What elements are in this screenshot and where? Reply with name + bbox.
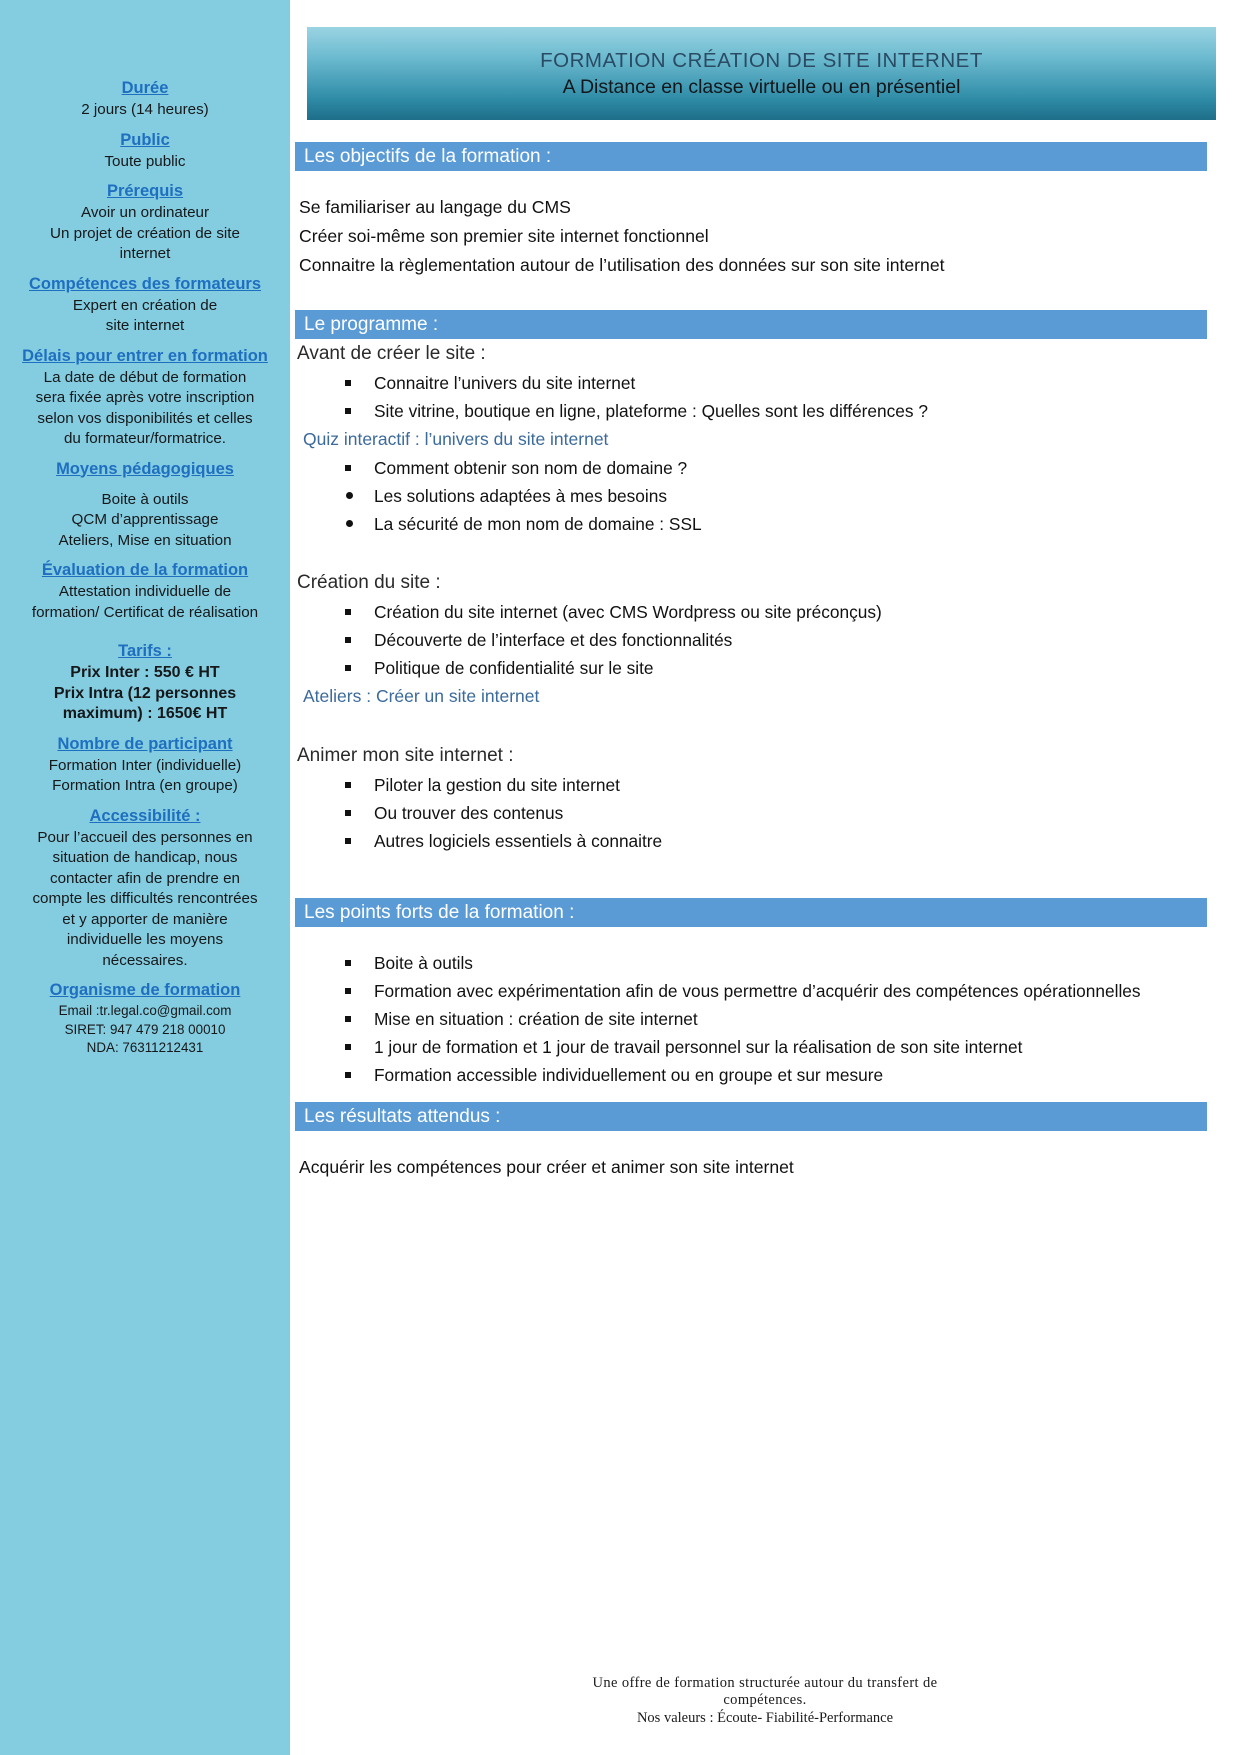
sidebar-heading-evaluation: Évaluation de la formation (41, 561, 249, 579)
sidebar-block-accessibilite (14, 806, 276, 972)
sidebar-text: formation/ Certificat de réalisation (31, 603, 259, 621)
sidebar-text: individuelle les moyens (66, 931, 224, 948)
sidebar-text: QCM d’apprentissage (71, 511, 219, 528)
footer-line-2: compétences. (723, 1692, 807, 1708)
section-header-resultats: Les résultats attendus : (295, 1102, 1207, 1131)
programme-sublist-domaine (295, 482, 1218, 538)
sidebar-heading-competences-formateurs: Compétences des formateurs (29, 274, 261, 293)
programme-list-animer (295, 771, 1218, 855)
title-banner (307, 27, 1216, 120)
spacer (290, 855, 1240, 885)
list-item: Connaitre l’univers du site internet (343, 369, 1218, 397)
sidebar-text: Attestation individuelle de (58, 583, 232, 600)
spacer (295, 1131, 1218, 1153)
list-item: Boite à outils (343, 949, 1218, 977)
sidebar-text: Formation Inter (individuelle) (48, 756, 242, 774)
main-content (290, 0, 1240, 1755)
sidebar-price-intra-2: maximum) : 1650€ HT (62, 705, 228, 722)
programme-quiz-label: Quiz interactif : l’univers du site internet (303, 429, 609, 449)
sidebar-block-evaluation (14, 560, 276, 623)
programme-group-title: Avant de créer le site : (297, 343, 486, 364)
sidebar-heading-delais: Délais pour entrer en formation (22, 346, 268, 365)
sidebar-text: Toute public (104, 152, 186, 170)
sidebar-block-competences-formateurs (14, 274, 276, 337)
list-item: Ou trouver des contenus (343, 799, 1218, 827)
sidebar-heading-public: Public (120, 130, 170, 149)
sidebar-text: selon vos disponibilités et celles (37, 409, 253, 427)
sidebar-text: Ateliers, Mise en situation (58, 531, 232, 549)
spacer (290, 120, 1240, 142)
sidebar-text: Avoir un ordinateur (80, 204, 210, 221)
resultats-line: Acquérir les compétences pour créer et animer son site internet (299, 1157, 794, 1177)
sidebar-text: Boite à outils (101, 490, 189, 508)
sidebar-block-organisme (14, 980, 276, 1058)
sidebar-text: et y apporter de manière (62, 910, 228, 928)
sidebar-block-prerequis (14, 181, 276, 265)
sidebar-heading-accessibilite: Accessibilité : (89, 806, 201, 825)
sidebar-heading-prerequis: Prérequis (106, 182, 184, 200)
sidebar-nda: NDA: 76311212431 (86, 1040, 204, 1055)
objective-line: Connaitre la règlementation autour de l’utilisation des données sur son site internet (299, 255, 945, 275)
sidebar-text: sera fixée après votre inscription (35, 389, 255, 406)
spacer (295, 927, 1218, 949)
list-item: Les solutions adaptées à mes besoins (343, 482, 1218, 510)
sidebar-block-nombre-participant (14, 734, 276, 797)
sidebar-heading-moyens-pedagogiques: Moyens pédagogiques (56, 459, 234, 478)
sidebar-block-tarifs (14, 632, 276, 725)
footer-line-1: Une offre de formation structurée autour du transfert de (592, 1675, 938, 1691)
spacer (295, 171, 1218, 193)
sidebar-text: Pour l’accueil des personnes en (37, 828, 253, 846)
list-item: Formation accessible individuellement ou en groupe et sur mesure (343, 1061, 1218, 1089)
programme-ateliers-label: Ateliers : Créer un site internet (303, 686, 540, 706)
sidebar-price-inter: Prix Inter : 550 € HT (70, 664, 220, 681)
sidebar-text: Un projet de création de site (50, 224, 240, 242)
list-item: Site vitrine, boutique en ligne, plateforme : Quelles sont les différences ? (343, 397, 1218, 425)
sidebar-text: compte les difficultés rencontrées (32, 890, 258, 907)
banner-title: FORMATION CRÉATION DE SITE INTERNET (540, 49, 983, 72)
sidebar-text: nécessaires. (102, 951, 188, 969)
sidebar-siret: SIRET: 947 479 218 00010 (64, 1021, 226, 1037)
sidebar-heading-tarifs: Tarifs : (118, 642, 172, 660)
sidebar (0, 0, 290, 1755)
spacer (14, 481, 276, 490)
section-body-resultats (290, 1131, 1240, 1181)
banner-subtitle: A Distance en classe virtuelle ou en présentiel (562, 76, 961, 98)
list-item: Création du site internet (avec CMS Wordpress ou site préconçus) (343, 598, 1218, 626)
list-item: Découverte de l’interface et des fonctionnalités (343, 626, 1218, 654)
page-footer (290, 1675, 1240, 1727)
sidebar-text: contacter afin de prendre en (50, 869, 240, 887)
list-item: Comment obtenir son nom de domaine ? (343, 454, 1218, 482)
list-item: Formation avec expérimentation afin de vous permettre d’acquérir des compétences opérationnelles (343, 977, 1218, 1005)
sidebar-heading-organisme: Organisme de formation (49, 981, 241, 999)
programme-group-title: Création du site : (297, 572, 441, 593)
sidebar-text: internet (119, 245, 171, 262)
spacer (290, 280, 1240, 310)
programme-list-domaine (295, 454, 1218, 482)
programme-list-creation (295, 598, 1218, 682)
sidebar-block-public (14, 130, 276, 173)
sidebar-block-duree (14, 78, 276, 121)
sidebar-heading-duree: Durée (121, 79, 169, 97)
section-body-objectifs (290, 171, 1240, 280)
footer-line-3: Nos valeurs : Écoute- Fiabilité-Performance (636, 1710, 894, 1726)
sidebar-text: du formateur/formatrice. (63, 430, 227, 447)
spacer (295, 711, 1218, 741)
programme-group-title: Animer mon site internet : (297, 745, 514, 766)
sidebar-heading-nombre-participant: Nombre de participant (57, 734, 233, 753)
programme-list-avant (295, 369, 1218, 425)
section-header-points-forts: Les points forts de la formation : (295, 898, 1207, 927)
sidebar-text: situation de handicap, nous (52, 849, 238, 866)
sidebar-text: La date de début de formation (43, 368, 247, 386)
sidebar-text: Formation Intra (en groupe) (52, 777, 238, 794)
sidebar-email: Email :tr.legal.co@gmail.com (58, 1003, 232, 1018)
list-item: 1 jour de formation et 1 jour de travail personnel sur la réalisation de son site internet (343, 1033, 1218, 1061)
list-item: La sécurité de mon nom de domaine : SSL (343, 510, 1218, 538)
section-header-objectifs: Les objectifs de la formation : (295, 142, 1207, 171)
sidebar-block-delais (14, 346, 276, 450)
section-body-points-forts (290, 927, 1240, 1089)
spacer (290, 1089, 1240, 1102)
list-item: Autres logiciels essentiels à connaitre (343, 827, 1218, 855)
section-body-programme (290, 339, 1240, 855)
list-item: Mise en situation : création de site internet (343, 1005, 1218, 1033)
spacer (14, 632, 276, 641)
sidebar-block-moyens-pedagogiques (14, 459, 276, 552)
sidebar-text: site internet (105, 317, 185, 334)
section-header-programme: Le programme : (295, 310, 1207, 339)
objective-line: Se familiariser au langage du CMS (299, 197, 571, 217)
sidebar-price-intra-1: Prix Intra (12 personnes (53, 684, 237, 702)
list-item: Politique de confidentialité sur le site (343, 654, 1218, 682)
spacer (290, 885, 1240, 898)
objective-line: Créer soi-même son premier site internet fonctionnel (299, 226, 709, 246)
points-forts-list (295, 949, 1218, 1089)
list-item: Piloter la gestion du site internet (343, 771, 1218, 799)
sidebar-text: 2 jours (14 heures) (81, 101, 209, 118)
sidebar-text: Expert en création de (72, 296, 218, 314)
spacer (295, 538, 1218, 568)
